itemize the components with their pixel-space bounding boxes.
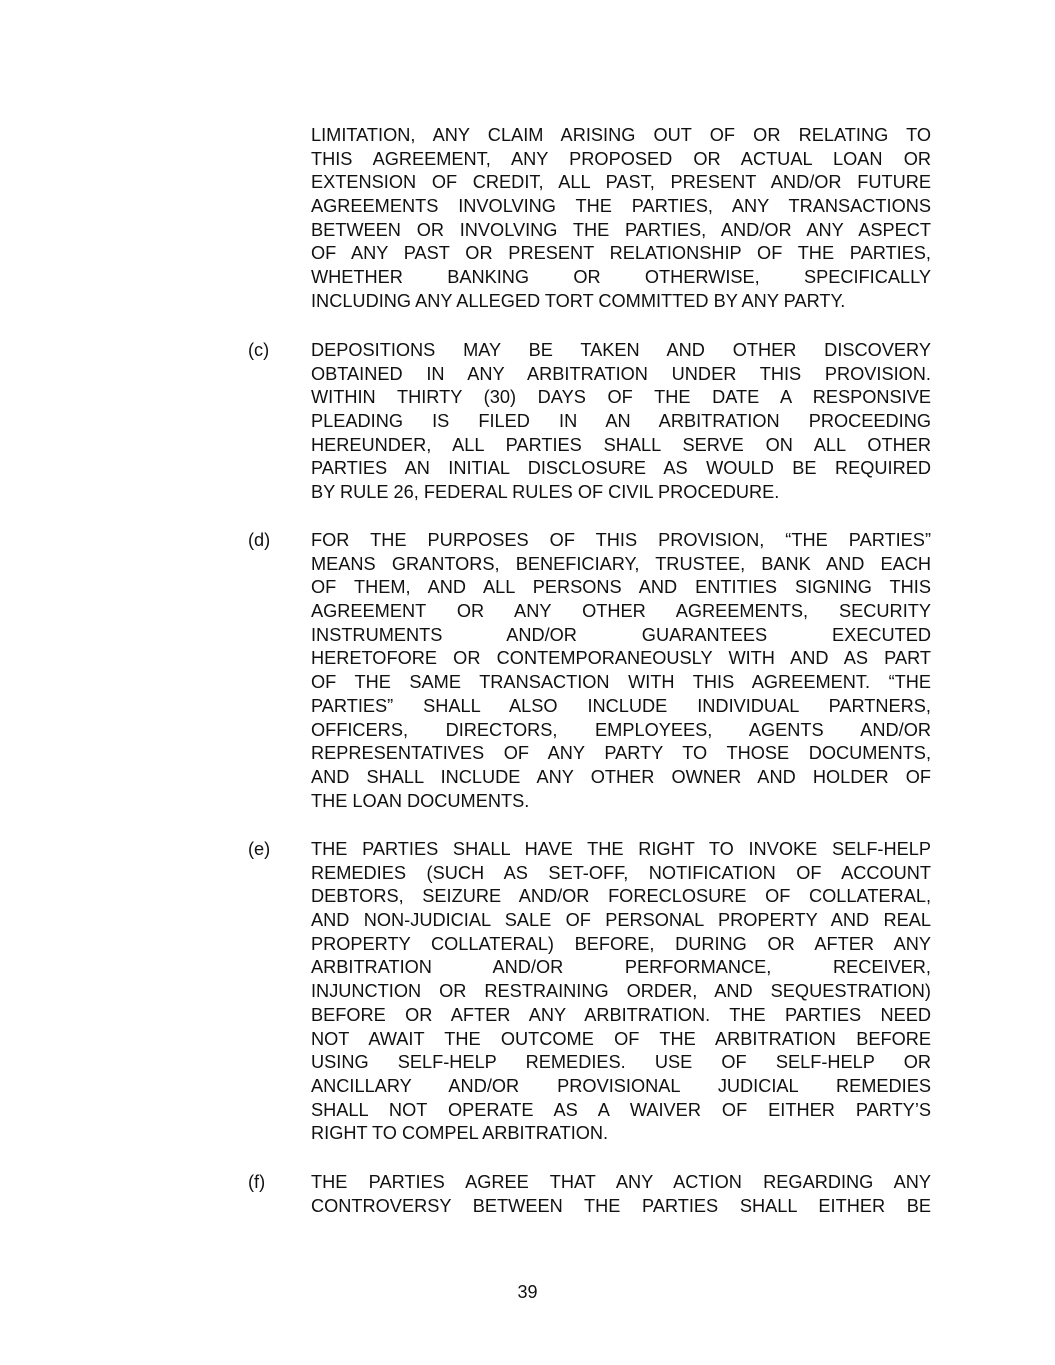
paragraph-line: WHETHER BANKING OR OTHERWISE, SPECIFICALLY: [311, 267, 931, 288]
page-number: 39: [517, 1282, 538, 1302]
paragraph-marker: (d): [248, 530, 271, 550]
paragraph-line: CONTROVERSY BETWEEN THE PARTIES SHALL EITHER BE: [311, 1195, 931, 1216]
paragraph-line: HEREUNDER, ALL PARTIES SHALL SERVE ON ALL OTHER: [311, 434, 931, 455]
paragraph: [311, 1171, 931, 1218]
paragraph-line: OF THEM, AND ALL PERSONS AND ENTITIES SIGNING THIS: [311, 577, 931, 598]
paragraph-line: BEFORE OR AFTER ANY ARBITRATION. THE PARTIES NEED: [311, 1004, 931, 1025]
paragraph-line: ARBITRATION AND/OR PERFORMANCE, RECEIVER,: [311, 957, 931, 978]
paragraph-marker: (e): [248, 839, 271, 859]
paragraph: [311, 124, 931, 314]
paragraph-marker: (c): [248, 340, 270, 360]
paragraph-line: HERETOFORE OR CONTEMPORANEOUSLY WITH AND AS PART: [311, 648, 931, 669]
paragraph-line: SHALL NOT OPERATE AS A WAIVER OF EITHER PARTY’S: [311, 1099, 931, 1120]
paragraph-line: REPRESENTATIVES OF ANY PARTY TO THOSE DOCUMENTS,: [311, 743, 931, 764]
paragraph-line: DEPOSITIONS MAY BE TAKEN AND OTHER DISCOVERY: [311, 340, 931, 360]
paragraph-line: BETWEEN OR INVOLVING THE PARTIES, AND/OR ANY ASPECT: [311, 219, 931, 240]
paragraph-line: BY RULE 26, FEDERAL RULES OF CIVIL PROCEDURE.: [311, 482, 780, 503]
paragraph-line: PARTIES AN INITIAL DISCLOSURE AS WOULD BE REQUIRED: [311, 458, 931, 479]
paragraph-line: PARTIES” SHALL ALSO INCLUDE INDIVIDUAL PARTNERS,: [311, 695, 931, 716]
paragraph-line: AGREEMENT OR ANY OTHER AGREEMENTS, SECURITY: [311, 601, 931, 622]
paragraph-line: INCLUDING ANY ALLEGED TORT COMMITTED BY ANY PARTY.: [311, 290, 846, 311]
paragraph-line: AGREEMENTS INVOLVING THE PARTIES, ANY TRANSACTIONS: [311, 196, 931, 217]
paragraph-line: REMEDIES (SUCH AS SET-OFF, NOTIFICATION OF ACCOUNT: [311, 862, 931, 883]
paragraph-line: ANCILLARY AND/OR PROVISIONAL JUDICIAL REMEDIES: [311, 1075, 931, 1096]
paragraph-line: USING SELF-HELP REMEDIES. USE OF SELF-HELP OR: [311, 1052, 931, 1073]
paragraph-line: NOT AWAIT THE OUTCOME OF THE ARBITRATION BEFORE: [311, 1028, 931, 1049]
paragraph-line: EXTENSION OF CREDIT, ALL PAST, PRESENT AND/OR FUTURE: [311, 172, 931, 193]
paragraph: [311, 529, 931, 813]
paragraph-line: AND SHALL INCLUDE ANY OTHER OWNER AND HOLDER OF: [311, 766, 931, 787]
paragraph-line: OF THE SAME TRANSACTION WITH THIS AGREEMENT. “THE: [311, 672, 931, 693]
paragraph-line: INJUNCTION OR RESTRAINING ORDER, AND SEQUESTRATION): [311, 981, 931, 1002]
paragraph-line: LIMITATION, ANY CLAIM ARISING OUT OF OR RELATING TO: [311, 125, 931, 145]
paragraph-line: OF ANY PAST OR PRESENT RELATIONSHIP OF THE PARTIES,: [311, 243, 931, 264]
paragraph-line: OFFICERS, DIRECTORS, EMPLOYEES, AGENTS AND/OR: [311, 719, 931, 740]
paragraph-line: THE PARTIES AGREE THAT ANY ACTION REGARDING ANY: [311, 1172, 931, 1192]
paragraph-line: THE PARTIES SHALL HAVE THE RIGHT TO INVOKE SELF-HELP: [311, 839, 931, 859]
paragraph-line: RIGHT TO COMPEL ARBITRATION.: [311, 1123, 609, 1144]
paragraph-line: THE LOAN DOCUMENTS.: [311, 790, 530, 811]
paragraph-marker: (f): [248, 1172, 266, 1192]
paragraph-line: OBTAINED IN ANY ARBITRATION UNDER THIS PROVISION.: [311, 363, 931, 384]
paragraph: [311, 838, 931, 1146]
paragraph-line: PLEADING IS FILED IN AN ARBITRATION PROCEEDING: [311, 411, 931, 432]
paragraph-line: THIS AGREEMENT, ANY PROPOSED OR ACTUAL LOAN OR: [311, 148, 931, 169]
paragraph-line: DEBTORS, SEIZURE AND/OR FORECLOSURE OF COLLATERAL,: [311, 886, 931, 907]
paragraph-line: MEANS GRANTORS, BENEFICIARY, TRUSTEE, BANK AND EACH: [311, 553, 931, 574]
paragraph-line: AND NON-JUDICIAL SALE OF PERSONAL PROPERTY AND REAL: [311, 910, 931, 931]
paragraph-line: INSTRUMENTS AND/OR GUARANTEES EXECUTED: [311, 624, 931, 645]
paragraph-line: FOR THE PURPOSES OF THIS PROVISION, “THE PARTIES”: [311, 530, 931, 550]
paragraph-line: WITHIN THIRTY (30) DAYS OF THE DATE A RESPONSIVE: [311, 387, 931, 408]
paragraph: [311, 339, 931, 505]
paragraph-line: PROPERTY COLLATERAL) BEFORE, DURING OR AFTER ANY: [311, 933, 931, 954]
